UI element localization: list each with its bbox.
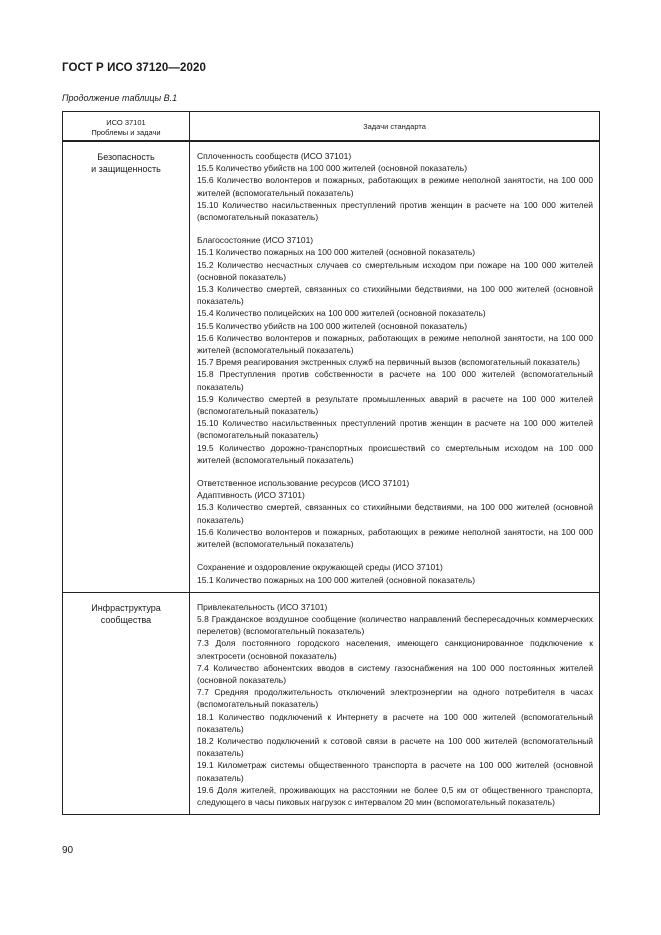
task-line: 15.4 Количество полицейских на 100 000 жителей (основной показатель) <box>197 308 486 319</box>
page-number: 90 <box>62 845 74 856</box>
task-line: Сохранение и оздоровление окружающей среды (ИСО 37101) <box>197 562 443 573</box>
table-row-infrastructure <box>63 592 600 814</box>
task-line: 15.5 Количество убийств на 100 000 жителей (основной показатель) <box>197 320 468 331</box>
task-line: 15.3 Количество смертей, связанных со стихийными бедствиями, на 100 000 жителей (основной показатель) <box>197 502 593 525</box>
task-line: Привлекательность (ИСО 37101) <box>197 601 328 612</box>
task-line: 15.10 Количество насильственных преступлений против женщин в расчете на 100 000 жителей (вспомогательный показатель) <box>197 418 593 441</box>
tasks-cell-safety <box>190 141 600 592</box>
task-line: 7.4 Количество абонентских вводов в систему газоснабжения на 100 000 постоянных жителей (основной показатель) <box>197 662 593 685</box>
task-line: 15.6 Количество волонтеров и пожарных, работающих в режиме неполной занятости, на 100 000 жителей (вспомогательный показатель) <box>197 332 593 356</box>
problem-cell-infrastructure <box>63 592 190 814</box>
task-line: 15.1 Количество пожарных на 100 000 жителей (основной показатель) <box>197 574 476 585</box>
standards-table <box>62 111 600 815</box>
column-header-problems-line1: ИСО 37101 <box>106 118 146 127</box>
problem-label: и защищенность <box>91 163 161 174</box>
task-line: 15.2 Количество несчастных случаев со смертельным исходом при пожаре на 100 000 жителей (основной показатель) <box>197 259 593 282</box>
task-line: Ответственное использование ресурсов (ИСО 37101) <box>197 478 410 489</box>
task-line: 15.10 Количество насильственных преступлений против женщин в расчете на 100 000 жителей (вспомогательный показатель) <box>197 199 593 223</box>
task-line: 19.5 Количество дорожно-транспортных происшествий со смертельным исходом на 100 000 жителей (вспомогательный показатель) <box>197 442 593 465</box>
task-line: 18.1 Количество подключений к Интернету в расчете на 100 000 жителей (вспомогательный показатель) <box>197 711 593 734</box>
task-line: 15.6 Количество волонтеров и пожарных, работающих в режиме неполной занятости, на 100 000 жителей (вспомогательный показатель) <box>197 526 593 550</box>
task-group <box>197 561 593 585</box>
tasks-cell-infrastructure <box>190 592 600 814</box>
task-group <box>197 477 593 550</box>
problem-cell-safety <box>63 141 190 592</box>
column-header-problems-line2: Проблемы и задачи <box>91 128 161 137</box>
task-line: 7.3 Доля постоянного городского населения, имеющего санкционированное подключение к электросети (основной показатель) <box>197 638 593 661</box>
task-line: 19.1 Километраж системы общественного транспорта в расчете на 100 000 жителей (основной показатель) <box>197 760 593 783</box>
task-line: 18.2 Количество подключений к сотовой связи в расчете на 100 000 жителей (вспомогательный показатель) <box>197 735 593 759</box>
column-header-tasks: Задачи стандарта <box>190 112 600 142</box>
task-line: 7.7 Средняя продолжительность отключений электроэнергии на одного потребителя в часах (вспомогательный показатель) <box>197 687 593 710</box>
task-line: 15.7 Время реагирования экстренных служб на первичный вызов (вспомогательный показатель) <box>197 357 580 368</box>
document-title: ГОСТ Р ИСО 37120—2020 <box>62 62 207 74</box>
table-row-safety <box>63 141 600 592</box>
table-header-row <box>63 112 600 142</box>
task-line: Сплоченность сообществ (ИСО 37101) <box>197 151 352 161</box>
task-group <box>197 601 593 808</box>
task-line: 15.3 Количество смертей, связанных со стихийными бедствиями, на 100 000 жителей (основной показатель) <box>197 284 593 307</box>
task-line: Благосостояние (ИСО 37101) <box>197 235 314 246</box>
problem-label: сообщества <box>100 614 152 625</box>
task-group <box>197 150 593 223</box>
task-line: 15.9 Количество смертей в результате промышленных аварий в расчете на 100 000 жителей (вспомогательный показатель) <box>197 393 593 417</box>
table-caption: Продолжение таблицы В.1 <box>62 93 178 103</box>
task-line: 15.6 Количество волонтеров и пожарных, работающих в режиме неполной занятости, на 100 000 жителей (вспомогательный показатель) <box>197 175 593 198</box>
task-line: 19.6 Доля жителей, проживающих на расстоянии не более 0,5 км от общественного транспорта, следующего в часы пиковых нагрузок с интервалом 20 мин (вспомогательный показатель) <box>197 784 593 807</box>
column-header-problems <box>63 112 190 142</box>
problem-label: Инфраструктура <box>91 602 161 613</box>
task-line: 15.1 Количество пожарных на 100 000 жителей (основной показатель) <box>197 247 476 258</box>
task-line: Адаптивность (ИСО 37101) <box>197 490 305 501</box>
task-group <box>197 234 593 466</box>
task-line: 15.8 Преступления против собственности в расчете на 100 000 жителей (вспомогательный показатель) <box>197 369 593 392</box>
problem-label: Безопасность <box>97 152 155 162</box>
task-line: 5.8 Гражданское воздушное сообщение (количество направлений беспересадочных коммерческих перелетов) (вспомогательный показатель) <box>197 613 593 637</box>
task-line: 15.5 Количество убийств на 100 000 жителей (основной показатель) <box>197 163 468 174</box>
